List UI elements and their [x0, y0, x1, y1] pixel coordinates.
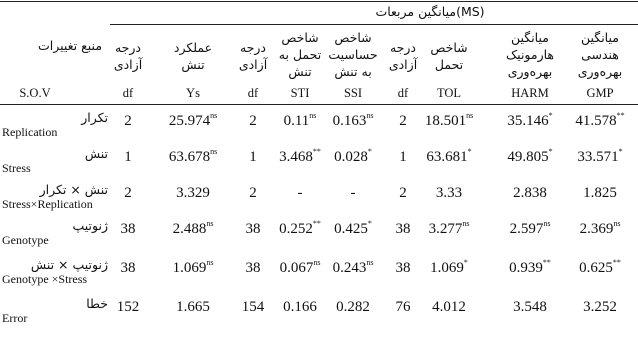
table-cell: $3.277^{ns}$ — [428, 219, 470, 237]
table-cell: 2 — [249, 185, 257, 201]
table-cell: $25.974^{ns}$ — [168, 111, 218, 129]
row-label-en: Genotype ×Stress — [2, 272, 88, 286]
table-cell: 38 — [120, 221, 136, 237]
table-cell: 76 — [395, 299, 411, 315]
significance-mark: * — [467, 147, 472, 156]
table-cell: 2 — [399, 185, 407, 201]
significance-mark: ** — [542, 258, 551, 267]
significance-mark: ns — [462, 219, 470, 228]
significance-mark: ** — [616, 111, 625, 120]
significance-mark: ns — [613, 219, 621, 228]
header-fa-col8-line1: هارمونیک — [505, 47, 555, 62]
group-rule — [110, 24, 638, 25]
table-cell: 0.625** — [579, 258, 621, 276]
table-cell: 1.825 — [583, 185, 617, 201]
row-label-en: Replication — [2, 125, 58, 139]
header-fa-col5-line0: شاخص — [334, 30, 372, 45]
header-fa-col5-line1: حساسیت — [328, 47, 378, 62]
significance-mark: ns — [210, 111, 218, 120]
table-cell: $2.369^{ns}$ — [579, 219, 621, 237]
header-fa-col9-line0: میانگین — [581, 30, 619, 45]
table-cell: 38 — [120, 260, 136, 276]
header-en-col9: GMP — [586, 86, 614, 100]
row-label-fa: تنش × تکرار — [39, 182, 108, 197]
row-label-en: Error — [2, 311, 28, 325]
top-rule — [0, 1, 638, 2]
header-en-col4: STI — [290, 86, 310, 100]
significance-mark: * — [548, 111, 553, 120]
row-label-en: Stress — [2, 161, 31, 175]
row-label-fa: ژنوتیپ — [72, 218, 108, 233]
significance-mark: * — [463, 258, 468, 267]
header-fa-col9-line2: بهره‌وری — [577, 64, 623, 79]
table-cell: 1 — [249, 149, 257, 165]
table-cell: $18.501^{ns}$ — [424, 111, 474, 129]
table-cell: 2 — [249, 113, 257, 129]
header-fa-col1-line0: درجه — [114, 40, 142, 55]
table-cell: 38 — [395, 260, 411, 276]
table-cell: 0.166 — [283, 299, 317, 315]
header-fa-col7-line0: شاخص — [430, 40, 468, 55]
table-cell: $2.488^{ns}$ — [172, 219, 214, 237]
significance-mark: ns — [313, 258, 321, 267]
header-fa-col1-line1: آزادی — [113, 57, 143, 72]
table-cell: $1.069^{ns}$ — [172, 258, 214, 276]
header-en-col1: df — [122, 86, 134, 100]
header-fa-col5-line2: به تنش — [334, 64, 372, 79]
row-label-fa: خطا — [86, 296, 108, 311]
header-fa-col4-line0: شاخص — [281, 30, 319, 45]
table-cell: 49.805* — [507, 147, 553, 165]
header-fa-col4-line1: تحمل به — [278, 47, 322, 62]
header-fa-col0-line0: منبع تغییرات — [37, 38, 103, 53]
row-label-fa: ژنوتیپ × تنش — [30, 257, 108, 272]
header-fa-col8-line2: بهره‌وری — [507, 64, 553, 79]
table-cell: 0.282 — [336, 299, 370, 315]
table-cell: 33.571* — [577, 147, 623, 165]
header-fa-col2-line1: تنش — [181, 57, 205, 72]
table-cell: 3.468** — [279, 147, 321, 165]
group-title: میانگین مربعات(MS) — [375, 4, 485, 19]
table-cell: $0.163^{ns}$ — [332, 111, 374, 129]
significance-mark: * — [548, 147, 553, 156]
header-fa-col3-line1: آزادی — [238, 57, 268, 72]
header-fa-col4-line2: تنش — [288, 64, 312, 79]
significance-mark: ns — [543, 219, 551, 228]
table-cell: 1.069* — [430, 258, 468, 276]
header-en-col3: df — [247, 86, 259, 100]
significance-mark: ** — [612, 258, 621, 267]
table-cell: 3.329 — [176, 185, 210, 201]
significance-mark: ** — [312, 147, 321, 156]
table-cell: 0.939** — [509, 258, 551, 276]
table-cell: - — [350, 185, 356, 201]
row-label-fa: تنش — [84, 146, 108, 161]
table-cell: 35.146* — [507, 111, 553, 129]
header-fa-col2-line0: عملکرد — [173, 40, 213, 55]
table-cell: 3.548 — [513, 299, 547, 315]
table-cell: $0.243^{ns}$ — [332, 258, 374, 276]
significance-mark: ns — [366, 258, 374, 267]
table-cell: 3.252 — [583, 299, 617, 315]
header-fa-col9-line1: هندسی — [581, 47, 619, 62]
header-fa-col3-line0: درجه — [239, 40, 267, 55]
row-label-fa: تکرار — [81, 110, 108, 125]
table-cell: $0.067^{ns}$ — [279, 258, 321, 276]
table-cell: 38 — [395, 221, 411, 237]
significance-mark: ns — [206, 258, 214, 267]
table-cell: 1.665 — [176, 299, 210, 315]
header-en-col5: SSI — [343, 86, 363, 100]
table-cell: 0.028* — [334, 147, 372, 165]
header-fa-col8-line0: میانگین — [511, 30, 549, 45]
significance-mark: ns — [206, 219, 214, 228]
table-cell: 2.838 — [513, 185, 547, 201]
table-cell: $2.597^{ns}$ — [509, 219, 551, 237]
header-en-col7: TOL — [436, 86, 462, 100]
significance-mark: ** — [312, 219, 321, 228]
table-cell: 38 — [245, 260, 261, 276]
table-cell: 2 — [399, 113, 407, 129]
table-cell: $0.11^{ns}$ — [283, 111, 317, 129]
significance-mark: * — [618, 147, 623, 156]
table-cell: 3.33 — [435, 185, 463, 201]
header-en-col8: HARM — [511, 86, 549, 100]
significance-mark: * — [367, 147, 372, 156]
table-cell: 1 — [399, 149, 407, 165]
header-en-col0: S.O.V — [19, 86, 51, 100]
table-cell: $63.678^{ns}$ — [168, 147, 218, 165]
header-fa-col7-line1: تحمل — [434, 57, 464, 72]
header-rule — [0, 104, 638, 105]
header-fa-col6-line1: آزادی — [388, 57, 418, 72]
table-cell: 152 — [116, 299, 140, 315]
table-cell: 41.578** — [575, 111, 625, 129]
row-label-en: Stress×Replication — [2, 197, 93, 211]
table-cell: 4.012 — [432, 299, 466, 315]
table-cell: 0.252** — [279, 219, 321, 237]
header-en-col6: df — [397, 86, 409, 100]
header-fa-col6-line0: درجه — [389, 40, 417, 55]
table-cell: 154 — [241, 299, 265, 315]
significance-mark: ns — [210, 147, 218, 156]
significance-mark: * — [367, 219, 372, 228]
significance-mark: ns — [366, 111, 374, 120]
table-cell: 0.425* — [334, 219, 372, 237]
table-cell: 63.681* — [426, 147, 472, 165]
table-cell: 2 — [124, 113, 132, 129]
table-cell: 2 — [124, 185, 132, 201]
significance-mark: ns — [466, 111, 474, 120]
table-cell: - — [297, 185, 303, 201]
table-cell: 1 — [124, 149, 132, 165]
header-en-col2: Ys — [186, 86, 200, 100]
significance-mark: ns — [309, 111, 317, 120]
row-label-en: Genotype — [2, 233, 49, 247]
table-cell: 38 — [245, 221, 261, 237]
